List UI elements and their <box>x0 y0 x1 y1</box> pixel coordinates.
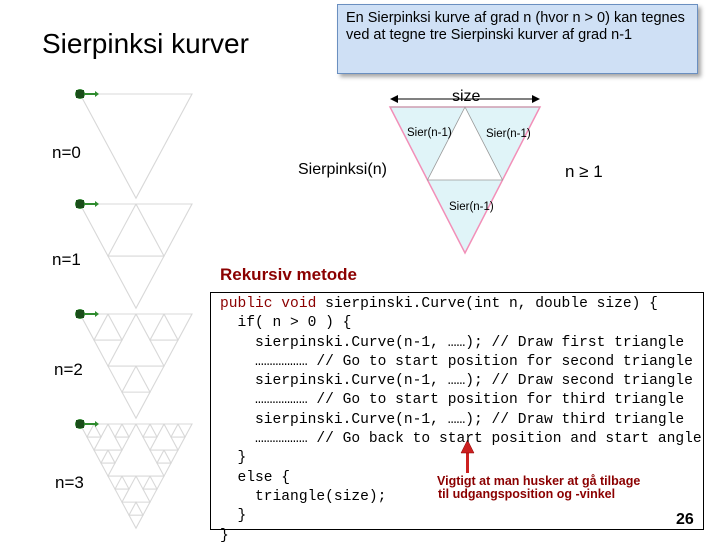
sierpinski-triangle <box>136 204 192 256</box>
sierpinski-triangle <box>136 366 164 392</box>
code-text: sierpinski.Curve(n-1, ……); // Draw second triangle <box>220 373 693 390</box>
sierpinski-triangle <box>115 489 129 502</box>
code-line <box>220 353 702 372</box>
sierpinski-triangle <box>115 437 129 450</box>
start-marker-square <box>76 90 84 98</box>
level-label-2: n=2 <box>54 360 83 379</box>
level-triangles <box>75 89 192 528</box>
sub-label-left: Sier(n-1) <box>407 127 452 139</box>
code-keyword: public void <box>220 296 317 312</box>
code-text: sierpinski.Curve(n-1, ……); // Draw third triangle <box>220 411 685 428</box>
level-label-3: n=3 <box>55 473 84 492</box>
code-line <box>220 527 702 546</box>
code-text: } <box>220 450 247 467</box>
sierpinski-triangle <box>94 450 108 463</box>
code-text: ……………… // Go to start position for second triangle <box>220 353 693 370</box>
sierpinski-triangle <box>108 314 136 340</box>
sierpinski-triangle <box>80 204 136 256</box>
sierpinski-triangle <box>108 366 136 392</box>
sierpinski-triangle <box>122 392 150 418</box>
sierpinski-triangle <box>171 437 185 450</box>
size-label: size <box>452 88 481 105</box>
sierpinski-triangle <box>136 314 164 340</box>
sierpinski-triangle <box>164 314 192 340</box>
definition-box: En Sierpinksi kurve af grad n (hvor n > 0) kan tegnes ved at tegne tre Sierpinski kurver af grad n-1 <box>337 4 698 74</box>
sierpinski-triangle <box>108 256 164 308</box>
sierpinski-triangle <box>101 463 115 476</box>
level-label-1: n=1 <box>52 250 81 269</box>
level-label-0: n=0 <box>52 143 81 162</box>
note-line-1: Vigtigt at man husker at gå tilbage <box>437 474 641 488</box>
section-heading: Rekursiv metode <box>220 265 357 284</box>
sierpinski-triangle <box>150 450 164 463</box>
sierpinski-triangle <box>108 450 122 463</box>
start-marker-square <box>76 200 84 208</box>
sierpinski-triangle <box>122 502 136 515</box>
sub-label-bottom: Sier(n-1) <box>449 201 494 213</box>
sierpinski-triangle <box>136 424 150 437</box>
code-text: ……………… // Go back to start position and start angle <box>220 431 702 448</box>
sierpinski-triangle <box>87 437 101 450</box>
slide-title: Sierpinksi kurver <box>42 28 249 59</box>
sierpinski-triangle <box>150 476 164 489</box>
code-line <box>220 430 702 449</box>
code-line <box>220 314 702 333</box>
sierpinski-triangle <box>178 424 192 437</box>
sierpinski-triangle <box>150 340 178 366</box>
main-label: Sierpinksi(n) <box>298 161 387 178</box>
direction-arrowhead <box>95 91 99 97</box>
sierpinski-triangle <box>157 463 171 476</box>
code-line <box>220 391 702 410</box>
start-marker-square <box>76 420 84 428</box>
code-text: ……………… // Go to start position for third triangle <box>220 392 685 409</box>
sierpinski-triangle <box>122 424 136 437</box>
code-line <box>220 411 702 430</box>
sierpinski-triangle <box>150 424 164 437</box>
code-text: triangle(size); <box>220 488 387 505</box>
sierpinski-triangle <box>94 340 122 366</box>
code-text: sierpinski.Curve(int n, double size) { <box>316 296 658 312</box>
code-text: } <box>220 527 229 544</box>
page-number: 26 <box>676 511 694 528</box>
code-text: } <box>220 508 247 525</box>
direction-arrowhead <box>95 201 99 207</box>
code-line <box>220 295 702 314</box>
sierpinski-triangle <box>143 489 157 502</box>
sierpinski-triangle <box>108 424 122 437</box>
condition-label: n ≥ 1 <box>565 162 603 181</box>
recursive-diagram <box>390 99 540 253</box>
sierpinski-triangle <box>164 424 178 437</box>
sierpinski-triangle <box>143 437 157 450</box>
sub-label-right: Sier(n-1) <box>486 128 531 140</box>
code-block <box>220 295 702 546</box>
sierpinski-triangle <box>80 314 108 340</box>
callout-note <box>437 475 640 501</box>
code-line <box>220 334 702 353</box>
code-text: if( n > 0 ) { <box>220 315 352 332</box>
start-marker-square <box>76 310 84 318</box>
code-line <box>220 507 702 526</box>
code-text: sierpinski.Curve(n-1, ……); // Draw first triangle <box>220 334 685 351</box>
direction-arrowhead <box>95 421 99 427</box>
code-text: else { <box>220 469 291 486</box>
sierpinski-triangle <box>129 515 143 528</box>
code-line <box>220 372 702 391</box>
sierpinski-triangle <box>122 476 136 489</box>
sierpinski-triangle <box>136 476 150 489</box>
code-line <box>220 449 702 468</box>
direction-arrowhead <box>95 311 99 317</box>
sierpinski-triangle <box>80 94 192 198</box>
sierpinski-triangle <box>136 502 150 515</box>
note-line-2: til udgangsposition og -vinkel <box>438 487 616 501</box>
sierpinski-triangle <box>164 450 178 463</box>
sierpinski-triangle <box>108 476 122 489</box>
